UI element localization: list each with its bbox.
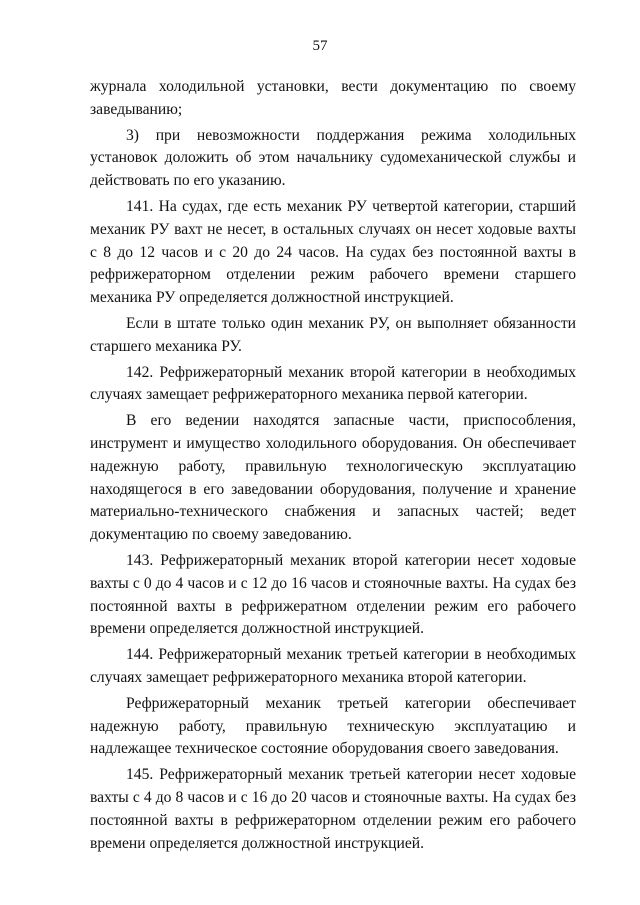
paragraph-continuation: журнала холодильной установки, вести документацию по своему заведыванию;: [90, 78, 576, 118]
paragraph-142-duties: В его ведении находятся запасные части, приспособления, инструмент и имущество холодильного оборудования. Он обеспечивает надежную работу, правильную технологическую эксплуатацию находящегося в его заведовании оборудования, получение и хранение материально-технического снабжения и запасных частей; ведет документацию по своему заведованию.: [90, 412, 576, 544]
document-body: [90, 76, 576, 858]
paragraph-144-duties: Рефрижераторный механик третьей категории обеспечивает надежную работу, правильную техническую эксплуатацию и надлежащее техническое состояние оборудования своего заведования.: [90, 694, 576, 758]
page-number: 57: [312, 38, 328, 54]
paragraph-145: 145. Рефрижераторный механик третьей категории несет ходовые вахты с 4 до 8 часов и с 16 до 20 часов и стояночные вахты. На судах без постоянной вахты в рефрижераторном отделении режим его рабочего времени определяется должностной инструкцией.: [90, 766, 576, 852]
paragraph-141-note: Если в штате только один механик РУ, он выполняет обязанности старшего механика РУ.: [90, 314, 576, 355]
paragraph-142: 142. Рефрижераторный механик второй категории в необходимых случаях замещает рефрижераторного механика первой категории.: [90, 363, 576, 404]
paragraph-143: 143. Рефрижераторный механик второй категории несет ходовые вахты с 0 до 4 часов и с 12 до 16 часов и стояночные вахты. На судах без постоянной вахты в рефрижератном отделении режим его рабочего времени определяется должностной инструкцией.: [90, 551, 576, 638]
paragraph-141: 141. На судах, где есть механик РУ четвертой категории, старший механик РУ вахт не несет, в остальных случаях он несет ходовые вахты с 8 до 12 часов и с 20 до 24 часов. На судах без постоянной вахты в рефрижераторном отделении режим рабочего времени старшего механика РУ определяется должностной инструкцией.: [90, 197, 576, 307]
paragraph-144: 144. Рефрижераторный механик третьей категории в необходимых случаях замещает рефрижераторного механика второй категории.: [90, 646, 576, 686]
paragraph-item-3: 3) при невозможности поддержания режима холодильных установок доложить об этом начальнику судомеханической службы и действовать по его указанию.: [90, 126, 576, 190]
